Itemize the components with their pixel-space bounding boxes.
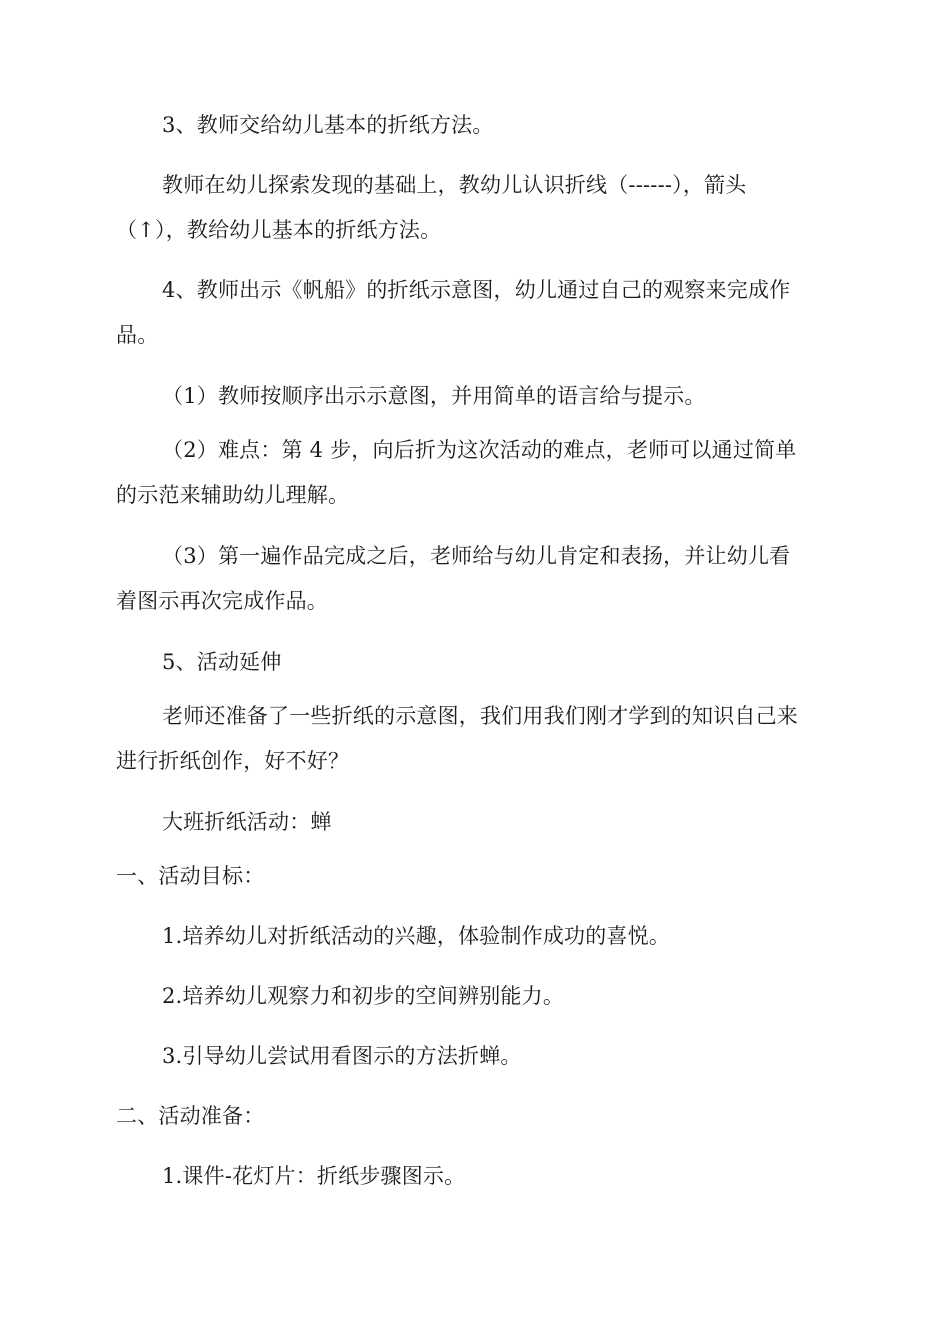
heading-objectives bbox=[116, 854, 836, 899]
paragraph-step-3 bbox=[116, 103, 836, 148]
objective-item-1 bbox=[116, 914, 836, 959]
paragraph-line: 的示范来辅助幼儿理解。 bbox=[116, 483, 350, 507]
paragraph-step-4 bbox=[116, 268, 836, 358]
paragraph-substep-1 bbox=[116, 374, 836, 419]
paragraph-line: 二、活动准备： bbox=[116, 1104, 265, 1128]
paragraph-line: 老师还准备了一些折纸的示意图，我们用我们刚才学到的知识自己来 bbox=[162, 704, 798, 728]
paragraph-line: （↑），教给幼儿基本的折纸方法。 bbox=[116, 218, 442, 242]
paragraph-line: 4、教师出示《帆船》的折纸示意图，幼儿通过自己的观察来完成作 bbox=[162, 278, 791, 302]
paragraph-line: 教师在幼儿探索发现的基础上，教幼儿认识折线（------），箭头 bbox=[162, 173, 747, 197]
paragraph-line: （2）难点：第 4 步，向后折为这次活动的难点，老师可以通过简单 bbox=[162, 438, 797, 462]
paragraph-line: （3）第一遍作品完成之后，老师给与幼儿肯定和表扬，并让幼儿看 bbox=[162, 544, 791, 568]
paragraph-line: 2.培养幼儿观察力和初步的空间辨别能力。 bbox=[162, 984, 565, 1008]
heading-preparation bbox=[116, 1094, 836, 1139]
paragraph-line: 品。 bbox=[116, 323, 159, 347]
paragraph-line: 5、活动延伸 bbox=[162, 650, 282, 674]
paragraph-line: 一、活动目标： bbox=[116, 864, 265, 888]
paragraph-substep-2 bbox=[116, 428, 836, 518]
paragraph-line: 大班折纸活动：蝉 bbox=[162, 810, 332, 834]
objective-item-3 bbox=[116, 1034, 836, 1079]
section-title-cicada bbox=[116, 800, 836, 845]
paragraph-line: 1.培养幼儿对折纸活动的兴趣，体验制作成功的喜悦。 bbox=[162, 924, 671, 948]
paragraph-line: （1）教师按顺序出示示意图，并用简单的语言给与提示。 bbox=[162, 384, 706, 408]
paragraph-fold-lines bbox=[116, 163, 836, 253]
objective-item-2 bbox=[116, 974, 836, 1019]
paragraph-step-5 bbox=[116, 640, 836, 685]
paragraph-line: 1.课件-花灯片：折纸步骤图示。 bbox=[162, 1164, 466, 1188]
paragraph-line: 进行折纸创作，好不好？ bbox=[116, 749, 350, 773]
paragraph-line: 着图示再次完成作品。 bbox=[116, 589, 328, 613]
paragraph-substep-3 bbox=[116, 534, 836, 624]
preparation-item-1 bbox=[116, 1154, 836, 1199]
paragraph-extension bbox=[116, 694, 836, 784]
paragraph-line: 3.引导幼儿尝试用看图示的方法折蝉。 bbox=[162, 1044, 522, 1068]
paragraph-line: 3、教师交给幼儿基本的折纸方法。 bbox=[162, 113, 494, 137]
